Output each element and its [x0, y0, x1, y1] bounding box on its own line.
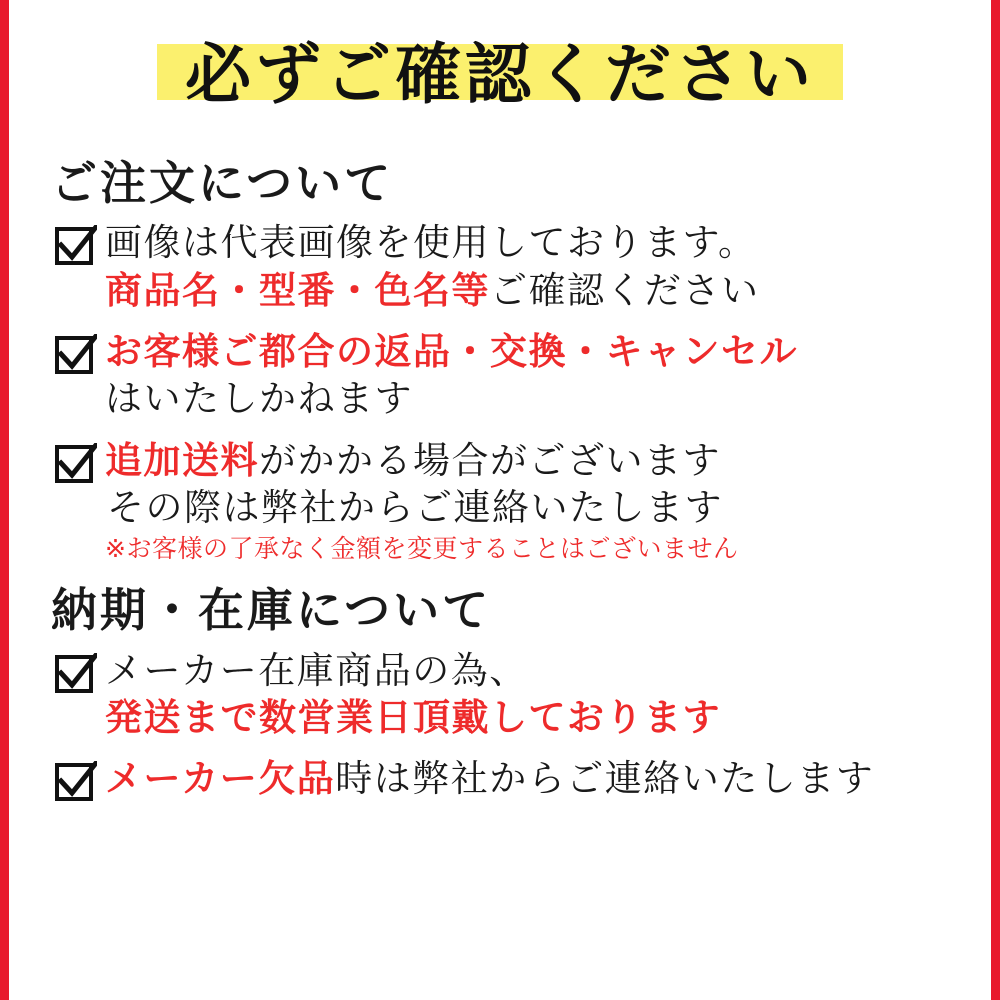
- list-note: ※お客様の了承なく金額を変更することはございません: [105, 534, 739, 564]
- checkbox-checked-icon: [55, 653, 97, 695]
- list-line: その際は弊社からご連絡いたします: [107, 485, 723, 529]
- list-line: 発送まで数営業日頂戴しております: [105, 695, 721, 739]
- list-item-text: [105, 328, 963, 423]
- list-line: メーカー在庫商品の為、: [105, 648, 528, 692]
- list-item: [55, 755, 963, 803]
- list-item: [55, 437, 963, 566]
- list-line-red: 追加送料: [105, 438, 259, 482]
- page-title: 必ずご確認ください: [185, 36, 815, 113]
- section-heading-order: ご注文について: [51, 156, 394, 210]
- checkbox-checked-icon: [55, 761, 97, 803]
- page-title-container: [37, 0, 963, 150]
- list-line-red: メーカー欠品: [105, 757, 336, 801]
- list-item-text: [105, 755, 963, 802]
- list-line-black: ご確認ください: [490, 268, 760, 312]
- list-item-text: [105, 219, 963, 314]
- list-line: お客様ご都合の返品・交換・キャンセル: [105, 329, 798, 373]
- list-line-red: 商品名・型番・色名等: [105, 268, 490, 312]
- checkbox-checked-icon: [55, 225, 97, 267]
- list-line: はいたしかねます: [105, 377, 413, 421]
- list-item-text: [105, 647, 963, 742]
- list-line: [105, 755, 963, 802]
- list-line: [105, 437, 963, 484]
- list-item: [55, 647, 963, 742]
- section-heading-delivery: 納期・在庫について: [51, 583, 492, 638]
- checkbox-checked-icon: [55, 443, 97, 485]
- notice-content: [9, 0, 991, 803]
- list-line: 画像は代表画像を使用しております。: [105, 221, 757, 265]
- list-line-black: がかかる場合がございます: [259, 438, 721, 482]
- list-line: [105, 267, 963, 314]
- list-item: [55, 219, 963, 314]
- list-line-black: 時は弊社からご連絡いたします: [335, 757, 875, 801]
- checkbox-checked-icon: [55, 334, 97, 376]
- list-item-text: [105, 437, 963, 566]
- list-item: [55, 328, 963, 423]
